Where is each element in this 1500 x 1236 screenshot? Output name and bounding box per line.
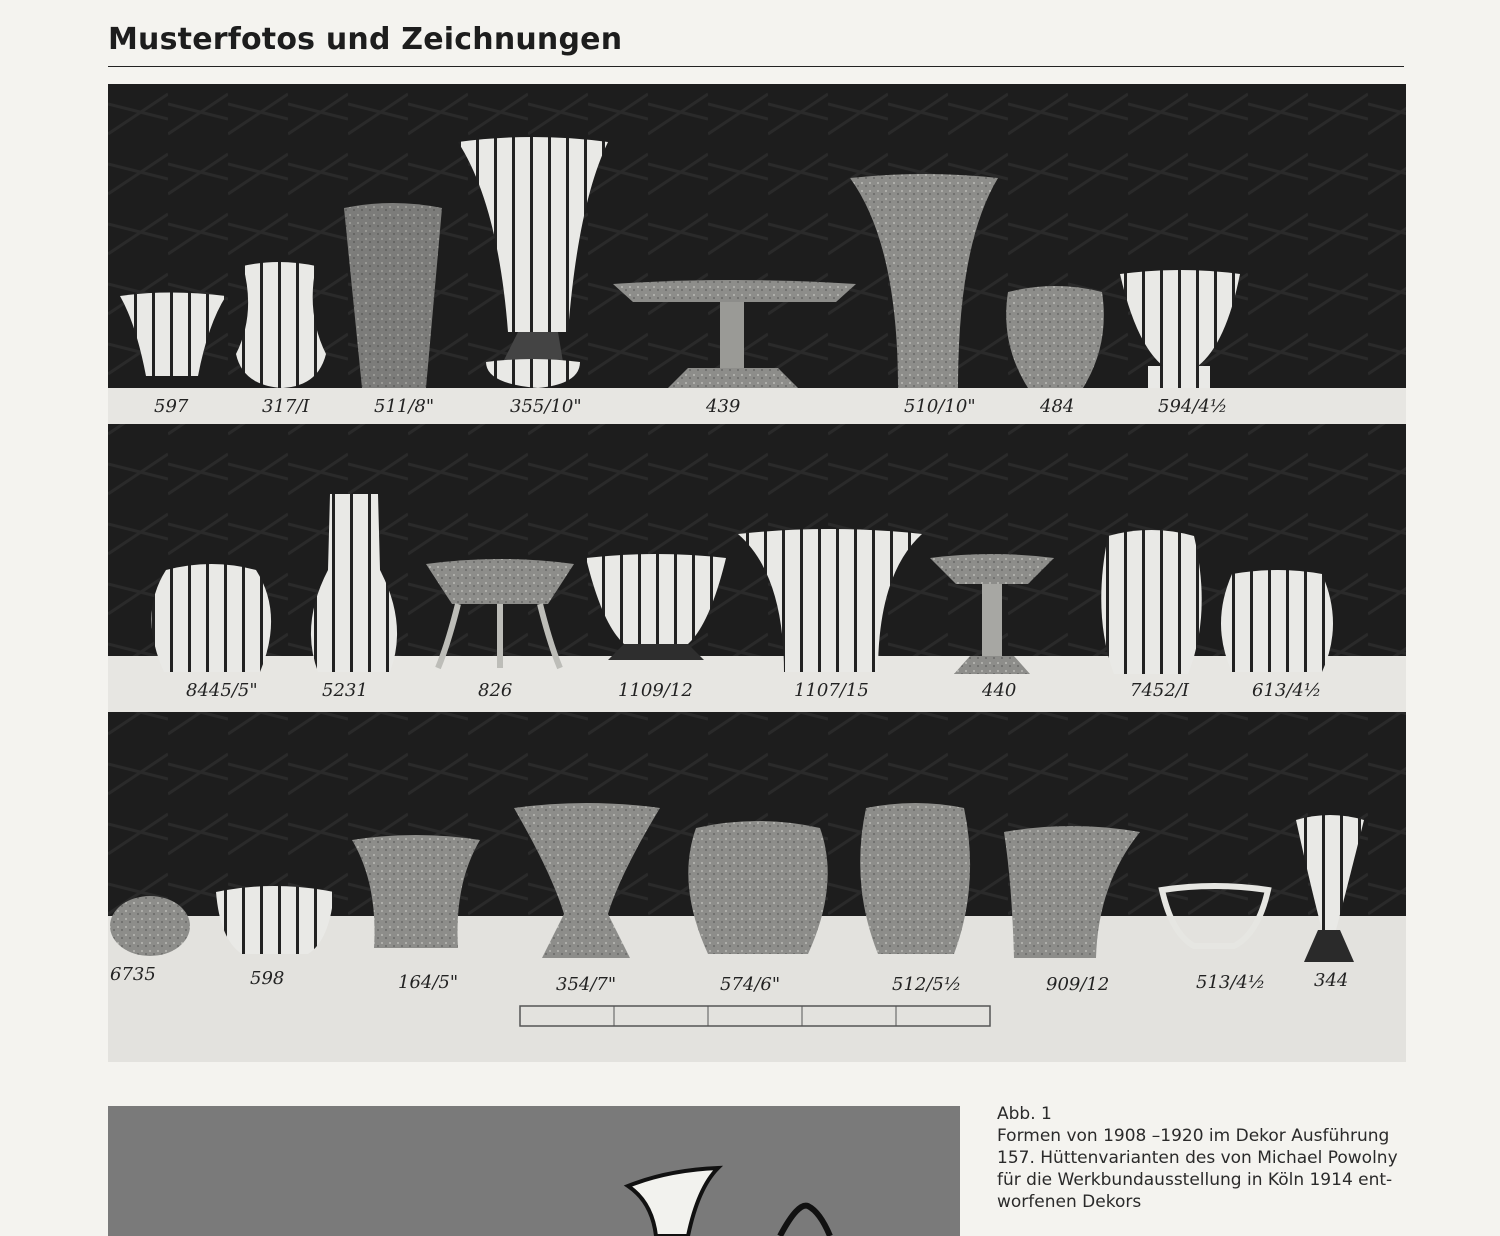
label-440: 440	[982, 680, 1017, 701]
label-1107: 1107/15	[794, 680, 869, 701]
shelf-photograph	[108, 84, 1406, 1062]
label-6735: 6735	[110, 964, 156, 985]
label-439: 439	[706, 396, 741, 417]
label-613: 613/4½	[1252, 680, 1322, 701]
label-574: 574/6"	[720, 974, 781, 995]
label-598: 598	[250, 968, 285, 989]
page-heading: Musterfotos und Zeichnungen	[108, 22, 623, 57]
label-7452: 7452/I	[1130, 680, 1189, 701]
label-484: 484	[1040, 396, 1075, 417]
heading-rule	[108, 66, 1404, 67]
vessel-7452	[1101, 530, 1201, 674]
label-5231: 5231	[322, 680, 368, 701]
label-594: 594/4½	[1158, 396, 1228, 417]
label-8445: 8445/5"	[186, 680, 258, 701]
label-909: 909/12	[1046, 974, 1110, 995]
label-512: 512/5½	[892, 974, 962, 995]
vessel-574	[688, 821, 827, 954]
label-511: 511/8"	[374, 396, 435, 417]
label-317: 317/I	[262, 396, 310, 417]
label-510: 510/10"	[904, 396, 976, 417]
figure-caption	[997, 1103, 1417, 1213]
label-354: 354/7"	[556, 974, 617, 995]
vessel-8445	[151, 564, 271, 672]
label-355: 355/10"	[510, 396, 582, 417]
vessel-317	[236, 262, 326, 388]
caption-line: Formen von 1908 –1920 im Dekor Ausführung	[997, 1126, 1390, 1146]
label-597: 597	[154, 396, 189, 417]
vessel-484	[1006, 286, 1104, 388]
label-344: 344	[1314, 970, 1349, 991]
label-1109: 1109/12	[618, 680, 693, 701]
shelf-middle	[108, 656, 1406, 712]
vessel-512	[860, 803, 970, 954]
caption-line: für die Werkbundausstellung in Köln 1914 ent-	[997, 1170, 1393, 1190]
label-513: 513/4½	[1196, 972, 1266, 993]
vessel-6735	[110, 896, 190, 956]
label-826: 826	[478, 680, 513, 701]
caption-line: 157. Hüttenvarianten des von Michael Powolny	[997, 1148, 1398, 1168]
vessel-613	[1221, 570, 1333, 672]
caption-line: worfenen Dekors	[997, 1192, 1142, 1212]
vessel-598	[216, 886, 334, 954]
second-photograph	[108, 1106, 960, 1236]
label-164: 164/5"	[398, 972, 459, 993]
caption-label: Abb. 1	[997, 1104, 1052, 1124]
